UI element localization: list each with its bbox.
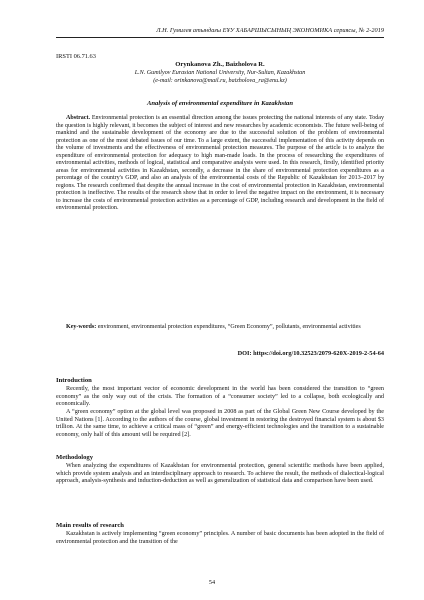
- affiliation-block: [56, 70, 384, 85]
- results-paragraph-1: Kazakhstan is actively implementing “green economy” principles. A number of basic documents has been adopted in the field of environmental protection and the transition of the: [56, 531, 384, 545]
- introduction-paragraph-1: Recently, the most important vector of economic development in the world has been considered the transition to “green economy” as the only way out of the crisis. The formation of a “consumer society” led to a collapse, both ecologically and economically.: [56, 386, 384, 407]
- keywords-text: environment, environmental protection expenditures, “Green Economy”, pollutants, environmental activities: [97, 324, 361, 330]
- introduction-paragraph-2: A “green economy” option at the global level was proposed in 2008 as part of the Global Green New Course developed by the United Nations [1]. According to the authors of the course, global investment in restoring the destroyed financial system is about $3 trillion. At the same time, to achieve a critical mass of “green” and energy-efficient technologies and the transition to a sustainable economy, only half of this amount will be required [2].: [56, 409, 384, 438]
- doi-link[interactable]: DOI: https://doi.org/10.32523/2079-620X-2019-2-54-64: [237, 350, 384, 357]
- running-head: Л.Н. Гумилев атындағы ЕҰУ ХАБАРШЫСЫНЫҢ ЭКОНОМИКА сериясы, № 2-2019: [156, 27, 384, 34]
- author-emails: (e-mail: orinkanova@mail.ru, baizholova_ra@enu.kz): [153, 77, 287, 84]
- abstract-label: Abstract.: [66, 115, 91, 121]
- section-heading-methodology: Methodology: [56, 454, 93, 461]
- irsti-code: IRSTI 06.71.63: [56, 53, 96, 60]
- page-number: 54: [208, 579, 216, 586]
- keywords: [56, 324, 384, 332]
- abstract-text: Environmental protection is an essential direction among the issues protecting the national interests of any state. Today the question is highly relevant, it becomes the subject of interest and new researches by academic economists. The future well-being of mankind and the sustainable development of the economy are due to the successful solution of the problem of environmental protection as one of the most debated issues of our time. To a large extent, the successful implementation of this activity depends on the volume of investments and the effectiveness of environmental protection measures. The purpose of the article is to analyze the expenditure of environmental protection for adequacy to high man-made loads. In the process of researching the expenditures of environmental activities, methods of logical, statistical and comparative analysis were used. In this research, firstly, identified priority areas for environmental activities in Kazakhstan, secondly, a decrease in the share of environmental protection expenditures as a percentage of the country's GDP, and also an analysis of the environmental costs of the Republic of Kazakhstan for 2013–2017 by regions. The research confirmed that despite the annual increase in the cost of environmental protection in Kazakhstan, environmental protection is ineffective. The results of the research show that in order to level the negative impact on the environment, it is necessary to increase the costs of environmental protection activities as a percentage of GDP, including research and development in the field of environmental protection.: [56, 115, 385, 211]
- keywords-label: Key-words:: [66, 324, 97, 330]
- author-names: Orynkanova Zh., Baizholova R.: [175, 61, 265, 68]
- section-heading-introduction: Introduction: [56, 377, 92, 384]
- header-rule: [56, 37, 384, 38]
- abstract: [56, 115, 384, 213]
- section-heading-results: Main results of research: [56, 522, 124, 529]
- article-title: Analysis of environmental expenditure in Kazakhstan: [146, 100, 293, 107]
- affiliation: L.N. Gumilyov Eurasian National University, Nur-Sultan, Kazakhstan: [134, 70, 306, 76]
- methodology-paragraph-1: When analyzing the expenditures of Kazakhstan for environmental protection, general scientific methods have been applied, which provide system analysis and an interdisciplinary approach to research. To achieve the result, the methods of dialectical-logical approach, analysis-synthesis and induction-deduction as well as generalization of statistical data and comparison have been used.: [56, 463, 384, 484]
